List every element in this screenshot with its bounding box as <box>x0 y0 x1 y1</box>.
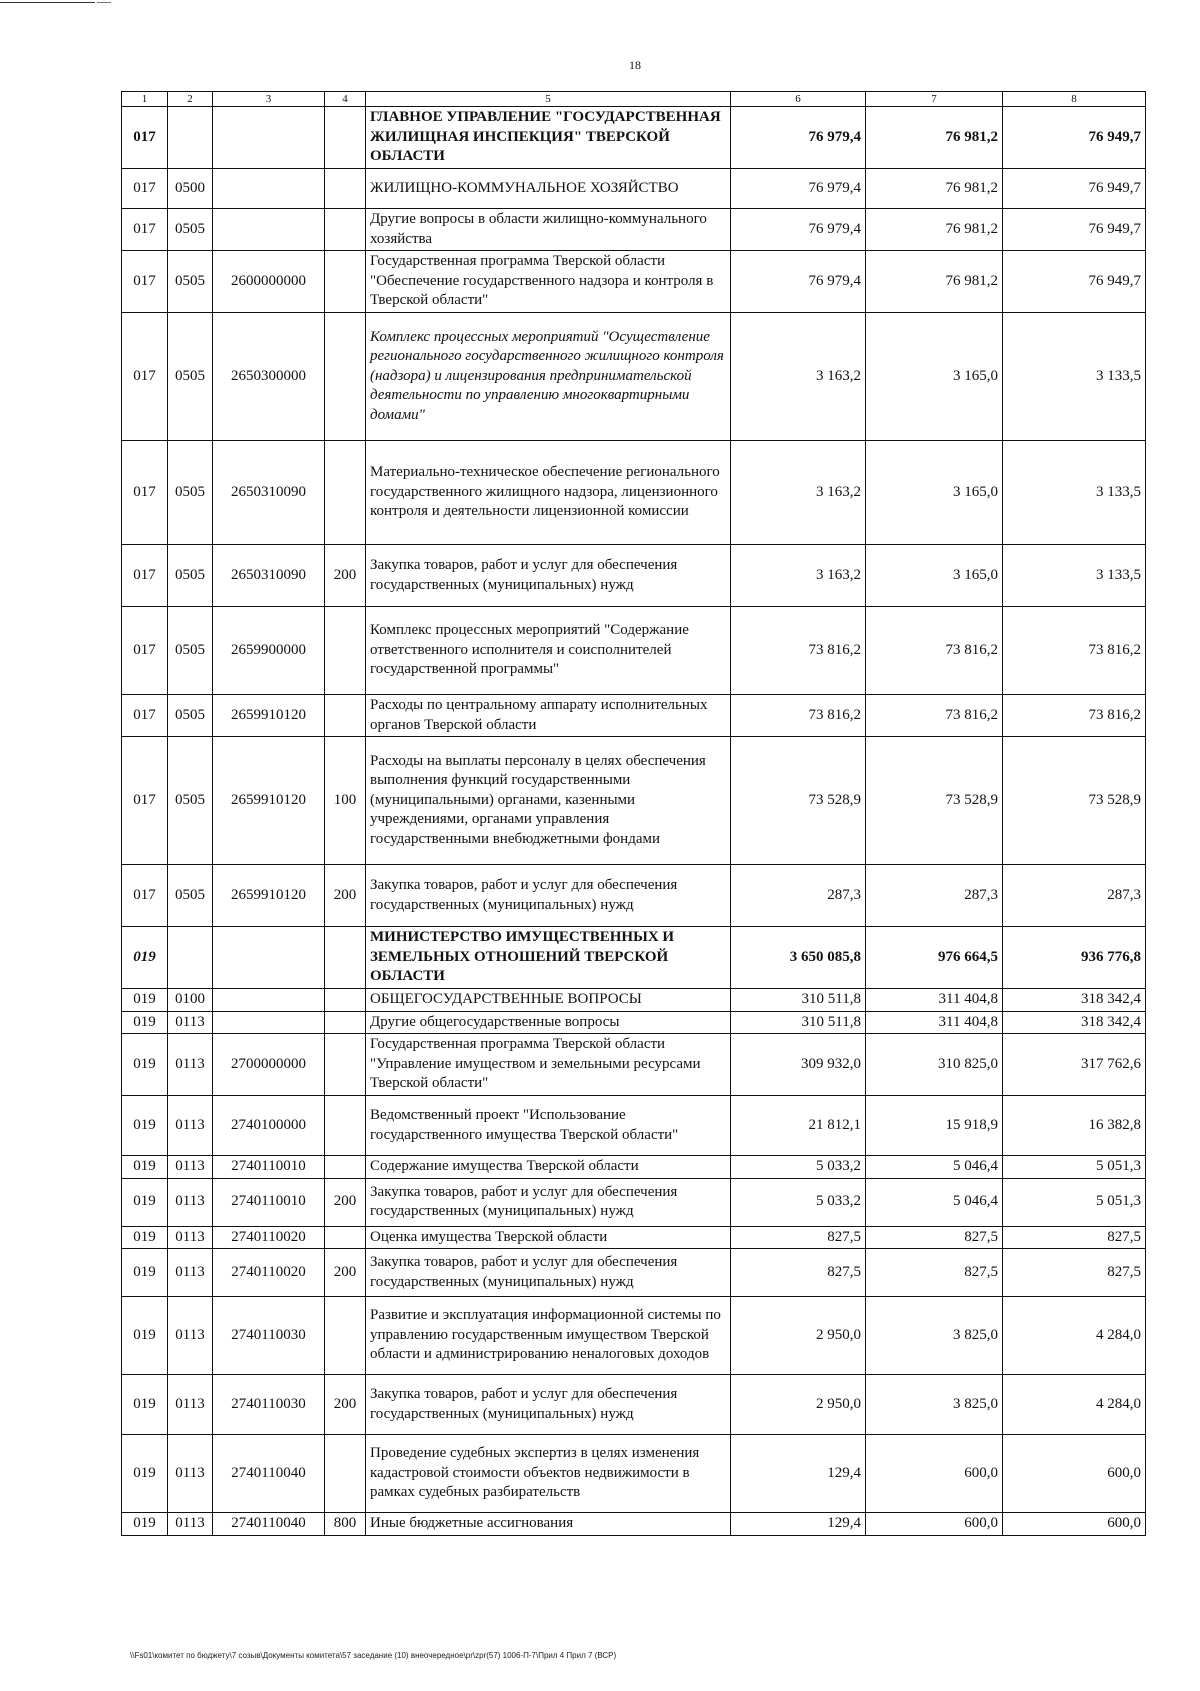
expense-type-cell: 800 <box>325 1513 366 1536</box>
subsection-code-cell: 0505 <box>168 545 213 607</box>
expense-type-cell <box>325 107 366 169</box>
amount-column-6-cell: 76 979,4 <box>731 169 866 209</box>
amount-column-6-cell: 310 511,8 <box>731 989 866 1012</box>
target-article-cell: 2659900000 <box>213 607 325 695</box>
amount-column-8-cell: 5 051,3 <box>1003 1156 1146 1179</box>
section-code-cell: 019 <box>122 927 168 989</box>
scan-edge-line <box>97 2 111 3</box>
expense-type-cell: 200 <box>325 545 366 607</box>
table-row <box>122 1226 1146 1249</box>
subsection-code-cell: 0113 <box>168 1435 213 1513</box>
amount-column-6-cell: 129,4 <box>731 1513 866 1536</box>
expense-type-cell: 200 <box>325 1249 366 1297</box>
description-cell: Расходы на выплаты персоналу в целях обеспечения выполнения функций государственными (муниципальными) органами, казенными учреждениями, органами управления государственными внебюджетными фондами <box>366 737 731 865</box>
expense-type-cell: 200 <box>325 1178 366 1226</box>
amount-column-7-cell: 5 046,4 <box>866 1178 1003 1226</box>
subsection-code-cell: 0505 <box>168 737 213 865</box>
description-cell: Оценка имущества Тверской области <box>366 1226 731 1249</box>
target-article-cell: 2740100000 <box>213 1096 325 1156</box>
amount-column-8-cell: 600,0 <box>1003 1435 1146 1513</box>
target-article-cell: 2740110010 <box>213 1156 325 1179</box>
expense-type-cell <box>325 695 366 737</box>
table-row <box>122 865 1146 927</box>
description-cell: Развитие и эксплуатация информационной системы по управлению государственным имуществом Тверской области и администрированию неналоговых доходов <box>366 1297 731 1375</box>
amount-column-8-cell: 318 342,4 <box>1003 1011 1146 1034</box>
subsection-code-cell: 0113 <box>168 1011 213 1034</box>
description-cell: Ведомственный проект "Использование государственного имущества Тверской области" <box>366 1096 731 1156</box>
table-row <box>122 1249 1146 1297</box>
table-body <box>122 107 1146 1536</box>
amount-column-7-cell: 76 981,2 <box>866 251 1003 313</box>
amount-column-7-cell: 311 404,8 <box>866 1011 1003 1034</box>
amount-column-8-cell: 16 382,8 <box>1003 1096 1146 1156</box>
amount-column-7-cell: 3 165,0 <box>866 545 1003 607</box>
amount-column-6-cell: 129,4 <box>731 1435 866 1513</box>
section-code-cell: 019 <box>122 989 168 1012</box>
amount-column-8-cell: 73 528,9 <box>1003 737 1146 865</box>
page-number: 18 <box>629 58 641 72</box>
table-row <box>122 313 1146 441</box>
expense-type-cell <box>325 1297 366 1375</box>
description-cell: ОБЩЕГОСУДАРСТВЕННЫЕ ВОПРОСЫ <box>366 989 731 1012</box>
subsection-code-cell: 0113 <box>168 1375 213 1435</box>
amount-column-6-cell: 309 932,0 <box>731 1034 866 1096</box>
amount-column-7-cell: 3 825,0 <box>866 1375 1003 1435</box>
amount-column-7-cell: 5 046,4 <box>866 1156 1003 1179</box>
target-article-cell: 2740110010 <box>213 1178 325 1226</box>
table-row <box>122 737 1146 865</box>
section-code-cell: 019 <box>122 1156 168 1179</box>
amount-column-8-cell: 4 284,0 <box>1003 1297 1146 1375</box>
table-row <box>122 695 1146 737</box>
expense-type-cell <box>325 1011 366 1034</box>
expense-type-cell <box>325 989 366 1012</box>
section-code-cell: 017 <box>122 169 168 209</box>
table-row <box>122 1096 1146 1156</box>
table-row <box>122 989 1146 1012</box>
column-number: 1 <box>122 92 168 107</box>
amount-column-8-cell: 827,5 <box>1003 1249 1146 1297</box>
subsection-code-cell <box>168 107 213 169</box>
section-code-cell: 017 <box>122 107 168 169</box>
target-article-cell: 2740110020 <box>213 1226 325 1249</box>
description-cell: Государственная программа Тверской области "Обеспечение государственного надзора и контроля в Тверской области" <box>366 251 731 313</box>
amount-column-6-cell: 76 979,4 <box>731 251 866 313</box>
amount-column-8-cell: 5 051,3 <box>1003 1178 1146 1226</box>
expense-type-cell <box>325 251 366 313</box>
table-row <box>122 1034 1146 1096</box>
table-row <box>122 1435 1146 1513</box>
description-cell: Закупка товаров, работ и услуг для обеспечения государственных (муниципальных) нужд <box>366 1249 731 1297</box>
subsection-code-cell: 0505 <box>168 695 213 737</box>
target-article-cell: 2740110020 <box>213 1249 325 1297</box>
amount-column-7-cell: 76 981,2 <box>866 209 1003 251</box>
amount-column-7-cell: 73 816,2 <box>866 695 1003 737</box>
amount-column-8-cell: 3 133,5 <box>1003 313 1146 441</box>
subsection-code-cell: 0505 <box>168 865 213 927</box>
table-row <box>122 927 1146 989</box>
table-row <box>122 209 1146 251</box>
section-code-cell: 017 <box>122 251 168 313</box>
target-article-cell <box>213 169 325 209</box>
section-code-cell: 017 <box>122 441 168 545</box>
amount-column-8-cell: 76 949,7 <box>1003 107 1146 169</box>
section-code-cell: 017 <box>122 695 168 737</box>
subsection-code-cell: 0505 <box>168 251 213 313</box>
section-code-cell: 017 <box>122 607 168 695</box>
target-article-cell <box>213 1011 325 1034</box>
amount-column-8-cell: 827,5 <box>1003 1226 1146 1249</box>
description-cell: Комплекс процессных мероприятий "Осуществление регионального государственного жилищного контроля (надзора) и лицензирования предпринимательской деятельности по управлению многоквартирными домами" <box>366 313 731 441</box>
description-cell: ГЛАВНОЕ УПРАВЛЕНИЕ "ГОСУДАРСТВЕННАЯ ЖИЛИЩНАЯ ИНСПЕКЦИЯ" ТВЕРСКОЙ ОБЛАСТИ <box>366 107 731 169</box>
column-number: 4 <box>325 92 366 107</box>
target-article-cell <box>213 209 325 251</box>
target-article-cell: 2659910120 <box>213 695 325 737</box>
table-row <box>122 251 1146 313</box>
description-cell: Закупка товаров, работ и услуг для обеспечения государственных (муниципальных) нужд <box>366 865 731 927</box>
amount-column-6-cell: 3 163,2 <box>731 441 866 545</box>
target-article-cell: 2650310090 <box>213 441 325 545</box>
scan-edge-line <box>0 2 95 3</box>
amount-column-8-cell: 3 133,5 <box>1003 441 1146 545</box>
target-article-cell <box>213 107 325 169</box>
amount-column-7-cell: 15 918,9 <box>866 1096 1003 1156</box>
section-code-cell: 019 <box>122 1375 168 1435</box>
amount-column-7-cell: 310 825,0 <box>866 1034 1003 1096</box>
subsection-code-cell: 0500 <box>168 169 213 209</box>
description-cell: Проведение судебных экспертиз в целях изменения кадастровой стоимости объектов недвижимости в рамках судебных разбирательств <box>366 1435 731 1513</box>
expense-type-cell <box>325 607 366 695</box>
description-cell: Содержание имущества Тверской области <box>366 1156 731 1179</box>
table-row <box>122 107 1146 169</box>
target-article-cell: 2650310090 <box>213 545 325 607</box>
target-article-cell: 2700000000 <box>213 1034 325 1096</box>
section-code-cell: 017 <box>122 545 168 607</box>
expense-type-cell <box>325 1096 366 1156</box>
description-cell: Иные бюджетные ассигнования <box>366 1513 731 1536</box>
amount-column-6-cell: 5 033,2 <box>731 1156 866 1179</box>
amount-column-6-cell: 76 979,4 <box>731 107 866 169</box>
section-code-cell: 019 <box>122 1226 168 1249</box>
description-cell: Закупка товаров, работ и услуг для обеспечения государственных (муниципальных) нужд <box>366 545 731 607</box>
column-number: 7 <box>866 92 1003 107</box>
description-cell: Закупка товаров, работ и услуг для обеспечения государственных (муниципальных) нужд <box>366 1375 731 1435</box>
amount-column-6-cell: 3 163,2 <box>731 545 866 607</box>
description-cell: МИНИСТЕРСТВО ИМУЩЕСТВЕННЫХ И ЗЕМЕЛЬНЫХ ОТНОШЕНИЙ ТВЕРСКОЙ ОБЛАСТИ <box>366 927 731 989</box>
subsection-code-cell: 0113 <box>168 1249 213 1297</box>
description-cell: Материально-техническое обеспечение регионального государственного жилищного надзора, лицензионного контроля и деятельности лицензионной комиссии <box>366 441 731 545</box>
subsection-code-cell: 0505 <box>168 313 213 441</box>
expense-type-cell <box>325 1156 366 1179</box>
expense-type-cell <box>325 1435 366 1513</box>
table-row <box>122 1011 1146 1034</box>
table-row <box>122 1513 1146 1536</box>
section-code-cell: 019 <box>122 1096 168 1156</box>
amount-column-8-cell: 73 816,2 <box>1003 607 1146 695</box>
column-number: 3 <box>213 92 325 107</box>
description-cell: Закупка товаров, работ и услуг для обеспечения государственных (муниципальных) нужд <box>366 1178 731 1226</box>
subsection-code-cell: 0113 <box>168 1096 213 1156</box>
target-article-cell: 2740110030 <box>213 1375 325 1435</box>
amount-column-7-cell: 311 404,8 <box>866 989 1003 1012</box>
column-number: 8 <box>1003 92 1146 107</box>
amount-column-6-cell: 73 816,2 <box>731 607 866 695</box>
amount-column-7-cell: 76 981,2 <box>866 107 1003 169</box>
file-path-footer: \\Fs01\комитет по бюджету\7 созыв\Документы комитета\57 заседание (10) внеочередное\pr\zpr(57) 1006-П-7\Прил 4 Прил 7 (ВСР) <box>130 1651 617 1660</box>
amount-column-8-cell: 936 776,8 <box>1003 927 1146 989</box>
expense-type-cell <box>325 313 366 441</box>
table-row <box>122 441 1146 545</box>
amount-column-7-cell: 600,0 <box>866 1435 1003 1513</box>
subsection-code-cell <box>168 927 213 989</box>
section-code-cell: 019 <box>122 1034 168 1096</box>
table-row <box>122 1178 1146 1226</box>
amount-column-8-cell: 76 949,7 <box>1003 251 1146 313</box>
amount-column-6-cell: 5 033,2 <box>731 1178 866 1226</box>
subsection-code-cell: 0113 <box>168 1297 213 1375</box>
amount-column-6-cell: 73 528,9 <box>731 737 866 865</box>
amount-column-7-cell: 600,0 <box>866 1513 1003 1536</box>
amount-column-8-cell: 600,0 <box>1003 1513 1146 1536</box>
amount-column-8-cell: 3 133,5 <box>1003 545 1146 607</box>
target-article-cell <box>213 927 325 989</box>
expense-type-cell <box>325 169 366 209</box>
section-code-cell: 019 <box>122 1297 168 1375</box>
description-cell: Другие общегосударственные вопросы <box>366 1011 731 1034</box>
table-row <box>122 607 1146 695</box>
amount-column-6-cell: 310 511,8 <box>731 1011 866 1034</box>
subsection-code-cell: 0505 <box>168 209 213 251</box>
amount-column-8-cell: 76 949,7 <box>1003 209 1146 251</box>
amount-column-7-cell: 73 816,2 <box>866 607 1003 695</box>
column-number-row <box>122 92 1146 107</box>
expense-type-cell: 100 <box>325 737 366 865</box>
target-article-cell: 2659910120 <box>213 865 325 927</box>
amount-column-7-cell: 976 664,5 <box>866 927 1003 989</box>
subsection-code-cell: 0505 <box>168 441 213 545</box>
amount-column-6-cell: 73 816,2 <box>731 695 866 737</box>
description-cell: ЖИЛИЩНО-КОММУНАЛЬНОЕ ХОЗЯЙСТВО <box>366 169 731 209</box>
amount-column-8-cell: 76 949,7 <box>1003 169 1146 209</box>
amount-column-7-cell: 3 165,0 <box>866 441 1003 545</box>
subsection-code-cell: 0113 <box>168 1513 213 1536</box>
expense-type-cell <box>325 1034 366 1096</box>
amount-column-6-cell: 76 979,4 <box>731 209 866 251</box>
description-cell: Государственная программа Тверской области "Управление имуществом и земельными ресурсами Тверской области" <box>366 1034 731 1096</box>
amount-column-7-cell: 73 528,9 <box>866 737 1003 865</box>
subsection-code-cell: 0505 <box>168 607 213 695</box>
table-row <box>122 1375 1146 1435</box>
target-article-cell: 2740110030 <box>213 1297 325 1375</box>
amount-column-8-cell: 4 284,0 <box>1003 1375 1146 1435</box>
column-number: 5 <box>366 92 731 107</box>
budget-table <box>121 91 1146 1536</box>
amount-column-7-cell: 287,3 <box>866 865 1003 927</box>
section-code-cell: 019 <box>122 1513 168 1536</box>
section-code-cell: 017 <box>122 209 168 251</box>
expense-type-cell <box>325 1226 366 1249</box>
section-code-cell: 017 <box>122 313 168 441</box>
column-number: 2 <box>168 92 213 107</box>
amount-column-6-cell: 2 950,0 <box>731 1297 866 1375</box>
target-article-cell: 2740110040 <box>213 1513 325 1536</box>
expense-type-cell <box>325 209 366 251</box>
expense-type-cell <box>325 927 366 989</box>
expense-type-cell: 200 <box>325 865 366 927</box>
amount-column-7-cell: 76 981,2 <box>866 169 1003 209</box>
subsection-code-cell: 0113 <box>168 1156 213 1179</box>
section-code-cell: 019 <box>122 1011 168 1034</box>
subsection-code-cell: 0113 <box>168 1034 213 1096</box>
target-article-cell <box>213 989 325 1012</box>
section-code-cell: 017 <box>122 865 168 927</box>
section-code-cell: 017 <box>122 737 168 865</box>
amount-column-8-cell: 318 342,4 <box>1003 989 1146 1012</box>
description-cell: Другие вопросы в области жилищно-коммунального хозяйства <box>366 209 731 251</box>
amount-column-7-cell: 827,5 <box>866 1249 1003 1297</box>
section-code-cell: 019 <box>122 1178 168 1226</box>
subsection-code-cell: 0113 <box>168 1226 213 1249</box>
table-row <box>122 1156 1146 1179</box>
description-cell: Комплекс процессных мероприятий "Содержание ответственного исполнителя и соисполнителей государственной программы" <box>366 607 731 695</box>
target-article-cell: 2600000000 <box>213 251 325 313</box>
table-row <box>122 545 1146 607</box>
description-cell: Расходы по центральному аппарату исполнительных органов Тверской области <box>366 695 731 737</box>
target-article-cell: 2659910120 <box>213 737 325 865</box>
amount-column-7-cell: 3 165,0 <box>866 313 1003 441</box>
amount-column-6-cell: 287,3 <box>731 865 866 927</box>
amount-column-6-cell: 2 950,0 <box>731 1375 866 1435</box>
amount-column-6-cell: 3 650 085,8 <box>731 927 866 989</box>
section-code-cell: 019 <box>122 1435 168 1513</box>
section-code-cell: 019 <box>122 1249 168 1297</box>
target-article-cell: 2650300000 <box>213 313 325 441</box>
target-article-cell: 2740110040 <box>213 1435 325 1513</box>
expense-type-cell <box>325 441 366 545</box>
amount-column-6-cell: 21 812,1 <box>731 1096 866 1156</box>
amount-column-7-cell: 3 825,0 <box>866 1297 1003 1375</box>
column-number: 6 <box>731 92 866 107</box>
amount-column-6-cell: 827,5 <box>731 1249 866 1297</box>
subsection-code-cell: 0100 <box>168 989 213 1012</box>
amount-column-8-cell: 287,3 <box>1003 865 1146 927</box>
table-row <box>122 1297 1146 1375</box>
expense-type-cell: 200 <box>325 1375 366 1435</box>
subsection-code-cell: 0113 <box>168 1178 213 1226</box>
amount-column-6-cell: 3 163,2 <box>731 313 866 441</box>
amount-column-6-cell: 827,5 <box>731 1226 866 1249</box>
amount-column-7-cell: 827,5 <box>866 1226 1003 1249</box>
amount-column-8-cell: 317 762,6 <box>1003 1034 1146 1096</box>
amount-column-8-cell: 73 816,2 <box>1003 695 1146 737</box>
table-row <box>122 169 1146 209</box>
